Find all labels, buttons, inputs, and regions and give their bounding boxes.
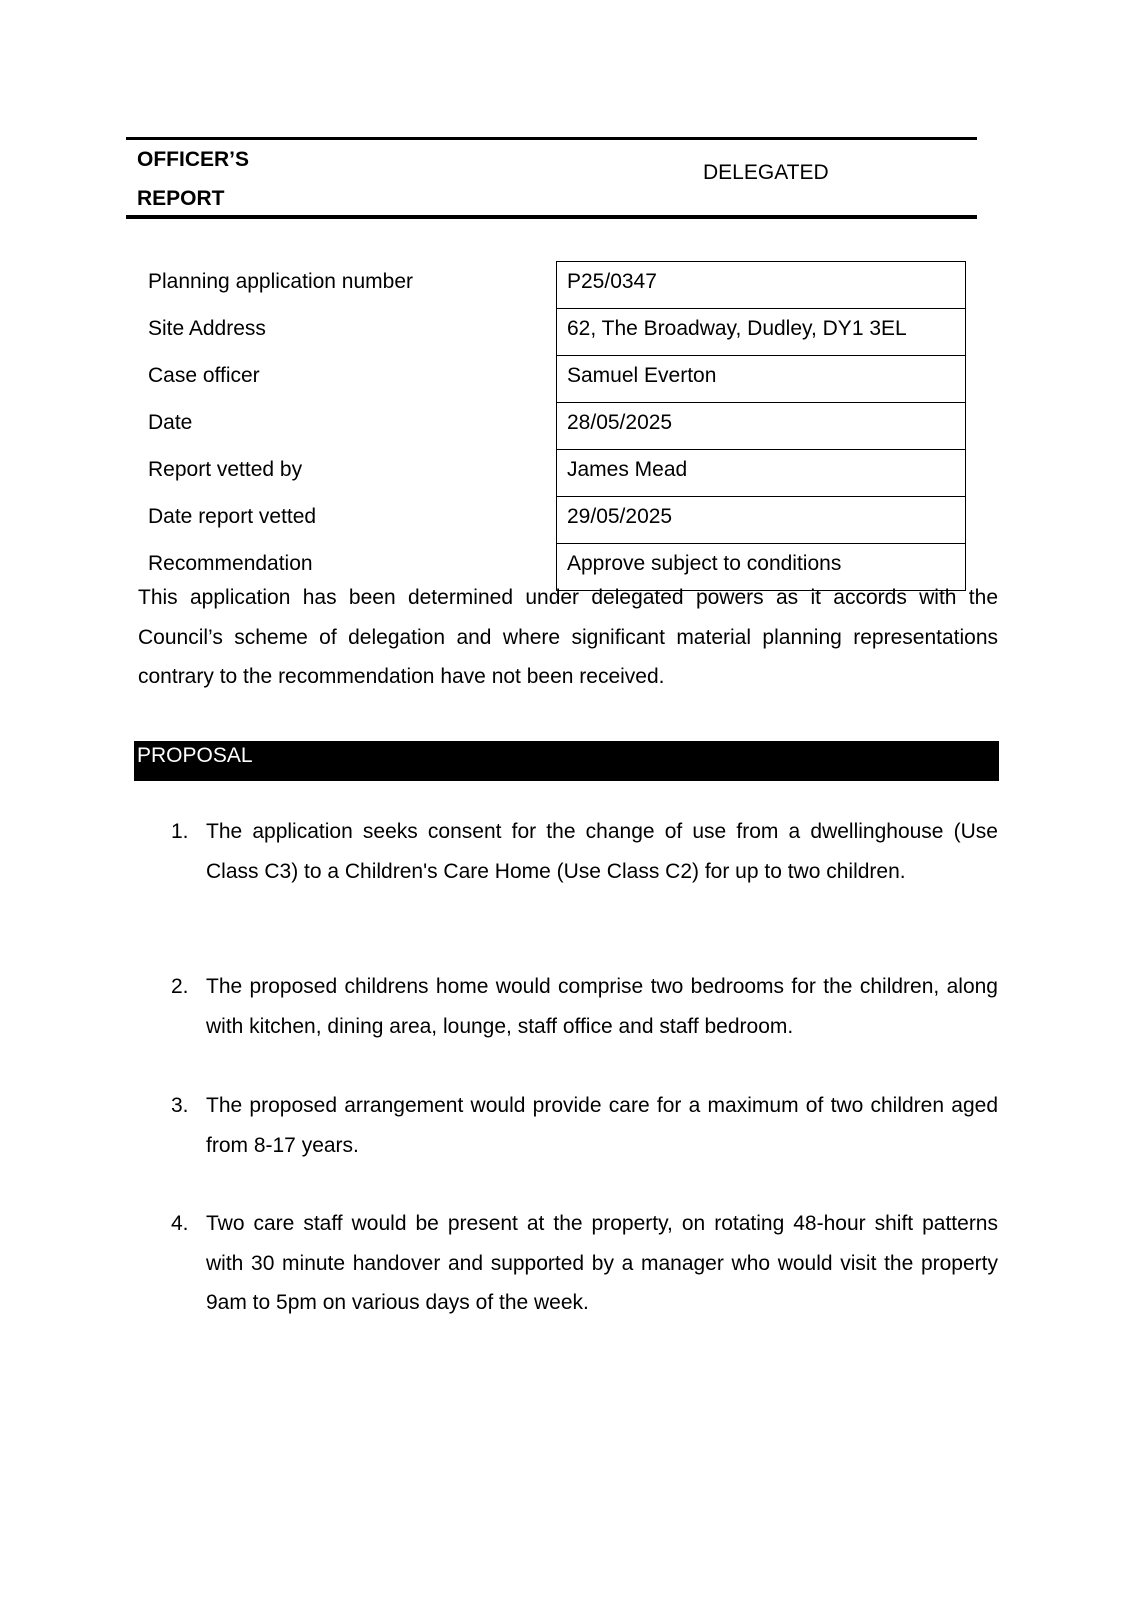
- details-row: [136, 309, 966, 356]
- list-item-number: 3.: [171, 1094, 189, 1117]
- list-item-text: The proposed arrangement would provide care for a maximum of two children aged from 8-17 years.: [206, 1094, 998, 1157]
- list-item-number: 4.: [171, 1212, 189, 1235]
- details-row: [136, 450, 966, 497]
- proposal-heading: PROPOSAL: [134, 741, 999, 781]
- details-row: [136, 356, 966, 403]
- list-item-number: 1.: [171, 820, 189, 843]
- details-label: Case officer: [148, 364, 260, 387]
- details-label: Recommendation: [148, 552, 313, 575]
- details-value: 62, The Broadway, Dudley, DY1 3EL: [557, 309, 966, 356]
- report-type: DELEGATED: [703, 161, 829, 184]
- list-item-number: 2.: [171, 975, 189, 998]
- details-value: P25/0347: [557, 262, 966, 309]
- details-row: [136, 262, 966, 309]
- application-details-table: [136, 261, 966, 591]
- report-header: [126, 137, 977, 219]
- details-value: 28/05/2025: [557, 403, 966, 450]
- details-value: Samuel Everton: [557, 356, 966, 403]
- list-item-text: Two care staff would be present at the property, on rotating 48-hour shift patterns with 30 minute handover and supported by a manager who would visit the property 9am to 5pm on various days of the week.: [206, 1212, 998, 1314]
- details-label: Site Address: [148, 317, 266, 340]
- details-label: Report vetted by: [148, 458, 303, 481]
- details-label: Planning application number: [148, 270, 414, 293]
- details-row: [136, 497, 966, 544]
- list-item-text: The proposed childrens home would comprise two bedrooms for the children, along with kitchen, dining area, lounge, staff office and staff bedroom.: [206, 975, 998, 1038]
- list-item-text: The application seeks consent for the change of use from a dwellinghouse (Use Class C3) to a Children's Care Home (Use Class C2) for up to two children.: [206, 820, 998, 883]
- report-title-line-2: REPORT: [137, 187, 225, 210]
- details-value: Approve subject to conditions: [557, 544, 966, 591]
- report-title: [137, 140, 249, 218]
- details-row: [136, 403, 966, 450]
- report-title-line-1: OFFICER’S: [137, 148, 250, 171]
- details-value: James Mead: [557, 450, 966, 497]
- delegation-statement: This application has been determined under delegated powers as it accords with the Council’s scheme of delegation and where significant material planning representations contrary to the recommendation have not been received.: [138, 586, 998, 688]
- details-label: Date: [148, 411, 193, 434]
- details-label: Date report vetted: [148, 505, 317, 528]
- details-value: 29/05/2025: [557, 497, 966, 544]
